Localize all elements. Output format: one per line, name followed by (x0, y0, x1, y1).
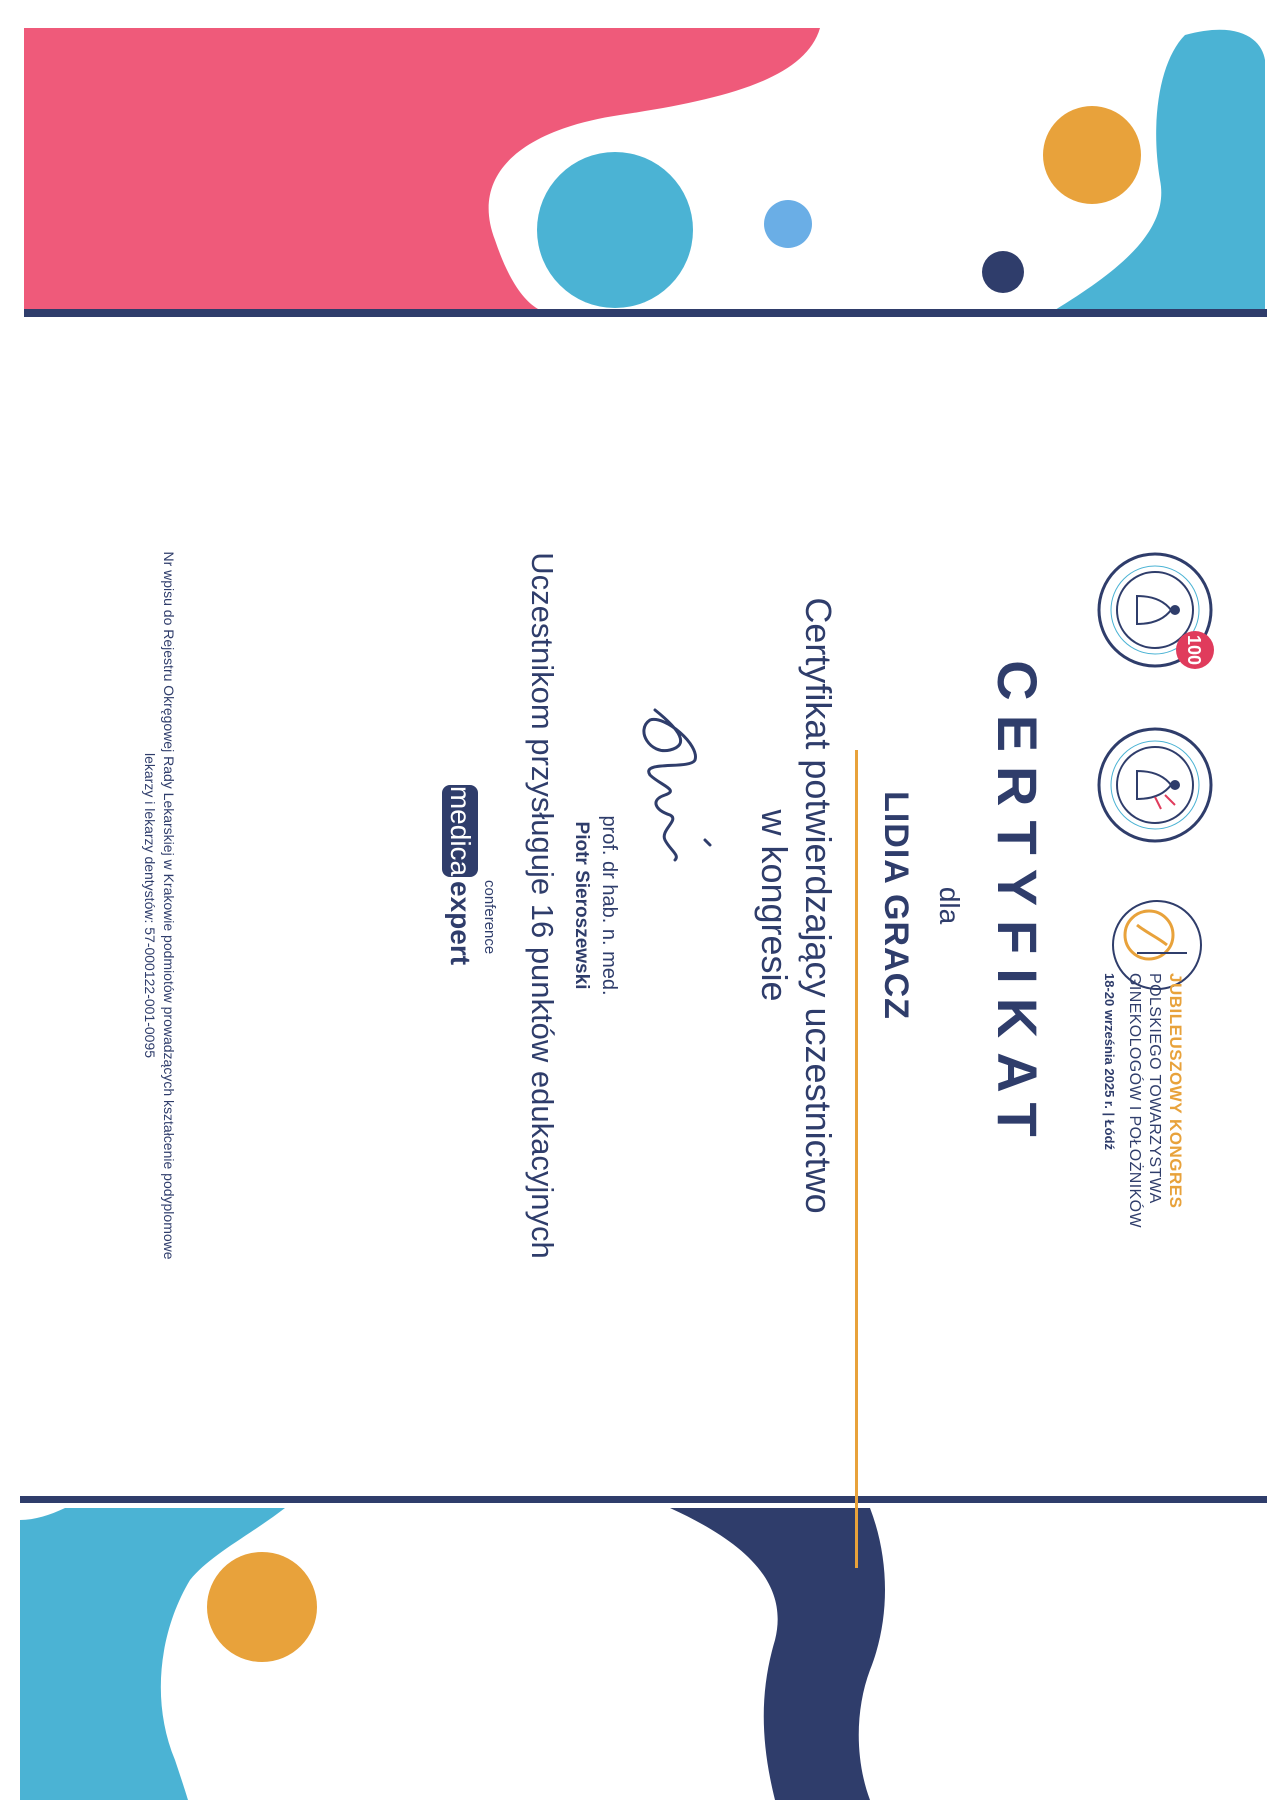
registry-footer (140, 0, 178, 1811)
ptgip-100-seal (1095, 550, 1215, 670)
footer-line-1: Nr wpisu do Rejestru Okręgowej Rady Lekarskiej w Krakowie podmiotów prowadzących kształcenie podyplomowe (161, 551, 177, 1260)
footer-line-2: lekarzy i lekarzy dentystów: 57-000122-001-0095 (142, 752, 158, 1059)
signatory-title: prof. dr hab. n. med. (598, 815, 620, 996)
certificate-title: CERTYFIKAT (986, 660, 1049, 1151)
brand-expert-label: expert (445, 881, 476, 966)
congress-line-2: GINEKOLOGÓW I POŁOŻNIKÓW (1126, 973, 1143, 1228)
certificate-description (752, 0, 840, 1811)
for-label: dla (934, 886, 965, 925)
congress-line-1: POLSKIEGO TOWARZYSTWA (1146, 973, 1163, 1204)
signatory-name: Piotr Sieroszewski (571, 821, 592, 990)
gold-divider (855, 750, 858, 1568)
recipient-name: LIDIA GRACZ (877, 791, 915, 1020)
medica-expert-logo (400, 785, 500, 985)
logo-row (1085, 550, 1225, 1250)
jubilee-congress-logo (1087, 895, 1217, 1315)
ptgip-seal (1095, 725, 1215, 845)
education-points-text: Uczestnikom przysługuje 16 punktów edukacyjnych (525, 552, 560, 1259)
description-line-1: Certyfikat potwierdzający uczestnictwo (798, 597, 839, 1214)
description-line-2: w kongresie (754, 809, 795, 1002)
handwritten-signature (600, 690, 750, 880)
seal-100-badge: 100 (1184, 634, 1204, 666)
congress-date: 18-20 września 2025 r. | Łódź (1102, 973, 1117, 1151)
brand-conference-label: conference (481, 880, 498, 955)
brand-medica-label: medica (442, 785, 478, 877)
congress-title: JUBILEUSZOWY KONGRES (1166, 973, 1185, 1209)
